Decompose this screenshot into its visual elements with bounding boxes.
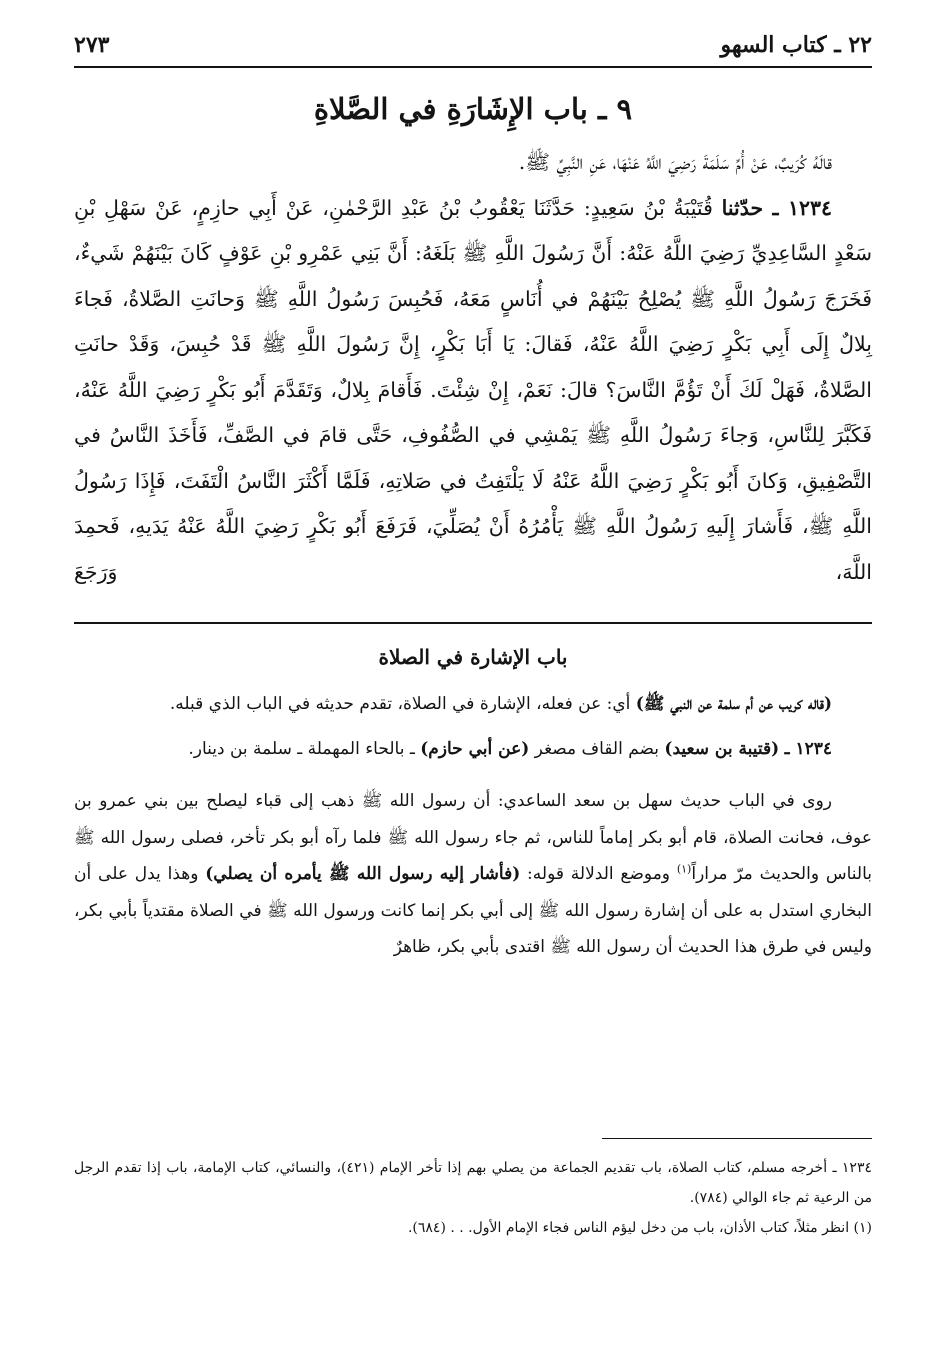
footnotes-block bbox=[74, 1153, 872, 1243]
commentary-text: بضم القاف مصغر bbox=[529, 738, 665, 759]
commentary-title: باب الإشارة في الصلاة bbox=[378, 645, 568, 669]
book-page bbox=[74, 0, 872, 1365]
commentary-text: ـ بالحاء المهملة ـ سلمة بن دينار. bbox=[188, 738, 421, 759]
commentary-text: أي: عن فعله، الإشارة في الصلاة، تقدم حديثه في الباب الذي قبله. bbox=[169, 694, 636, 714]
footnote: (١) انظر مثلاً، كتاب الأذان، باب من دخل ليؤم الناس فجاء الإمام الأول. . . (٦٨٤). bbox=[407, 1220, 872, 1236]
commentary-text: وموضع الدلالة قوله: bbox=[520, 864, 677, 884]
hadith-text: قُتَيْبَةُ بْنُ سَعِيدٍ: حَدَّثَنَا يَعْقُوبُ بْنُ عَبْدِ الرَّحْمٰنِ، عَنْ أَبِي حازِمٍ، عَنْ سَهْلِ بْنِ سَعْدٍ السَّاعِدِيِّ رَضِيَ اللَّهُ عَنْهُ: أَنَّ رَسُولَ اللَّهِ ﷺ بَلَغَهُ: أَنَّ بَنِي عَمْرِو بْنِ عَوْفٍ كَانَ بَيْنَهُمْ شَيءٌ، فَخَرَجَ رَسُولُ اللَّهِ ﷺ يُصْلِحُ بَيْنَهُمْ في أُنَاسٍ مَعَهُ، فَحُبِسَ رَسُولُ اللَّهِ ﷺ وَحانَتِ الصَّلاةُ، فَجاءَ بِلالٌ إِلَى أَبِي بَكْرٍ رَضِيَ اللَّهُ عَنْهُ، فَقالَ: يَا أَبَا بَكْرٍ، إِنَّ رَسُولَ اللَّهِ ﷺ قَدْ حُبِسَ، وَقَدْ حانَتِ الصَّلاةُ، فَهَلْ لَكَ أَنْ تَؤُمَّ النَّاسَ؟ قالَ: نَعَمْ، إِنْ شِئْتَ. فَأَقامَ بِلالٌ، وَتَقَدَّمَ أَبُو بَكْرٍ رَضِيَ اللَّهُ عَنْهُ، فَكَبَّرَ لِلنَّاسِ، وَجاءَ رَسُولُ اللَّهِ ﷺ يَمْشِي في الصُّفُوفِ، حَتَّى قامَ في الصَّفِّ، فَأَخَذَ النَّاسُ في التَّصْفِيقِ، وَكانَ أَبُو بَكْرٍ رَضِيَ اللَّهُ عَنْهُ لَا يَلْتَفِتُ في صَلاتِهِ، فَلَمَّا أَكْثَرَ النَّاسُ الْتَفَتَ، فَإِذَا رَسُولُ اللَّهِ ﷺ، فَأَشارَ إِلَيهِ رَسُولُ اللَّهِ ﷺ يَأْمُرُهُ أَنْ يُصَلِّيَ، فَرَفَعَ أَبُو بَكْرٍ رَضِيَ اللَّهُ عَنْهُ يَدَيهِ، فَحمِدَ اللَّهَ، وَرَجَعَ bbox=[74, 195, 872, 584]
hadith-text-block bbox=[74, 140, 872, 595]
text-commentary-divider bbox=[74, 622, 872, 624]
page-number: ٢٧٣ bbox=[74, 32, 110, 58]
commentary-paragraph bbox=[74, 686, 872, 723]
footnote: ١٢٣٤ ـ أخرجه مسلم، كتاب الصلاة، باب تقديم الجماعة من يصلي بهم إذا تأخر الإمام (٤٢١)، والنسائي، كتاب الإمامة، باب إذا تقدم الرجل من الرعية ثم جاء الوالي (٧٨٤). bbox=[74, 1160, 872, 1206]
commentary-block bbox=[74, 686, 872, 974]
commentary-paragraph bbox=[74, 731, 872, 768]
hadith-number: ١٢٣٤ ـ حدّثنا bbox=[721, 195, 832, 220]
footnote-marker: (١) bbox=[676, 862, 692, 876]
commentary-quote: (قاله كريب عن أم سلمة عن النبي ﷺ) bbox=[635, 694, 832, 714]
hadith-body bbox=[74, 186, 872, 596]
commentary-text: روى في الباب حديث سهل بن سعد الساعدي: أن رسول الله ﷺ ذهب إلى قباء ليصلح بين بني عمرو بن عوف، فحانت الصلاة، قام أبو بكر إماماً للناس، ثم جاء رسول الله ﷺ فلما رآه أبو بكر تأخر، فصلى رسول الله ﷺ بالناس والحديث مرّ مراراً bbox=[74, 791, 872, 884]
commentary-hadith-number: ١٢٣٤ ـ bbox=[784, 738, 832, 759]
commentary-quote: (فأشار إليه رسول الله ﷺ يأمره أن يصلي) bbox=[205, 864, 521, 884]
hadith-intro: قالَهُ كُرَيبٌ، عَنْ أُمِّ سَلَمَةَ رَضِيَ اللَّهُ عَنْهَا، عَنِ النَّبِيِّ ﷺ. bbox=[518, 150, 832, 174]
chapter-heading: ٢٢ ـ كتاب السهو bbox=[720, 32, 872, 58]
running-header bbox=[74, 30, 872, 68]
commentary-paragraph bbox=[74, 783, 872, 966]
commentary-quote: (قتيبة بن سعيد) bbox=[664, 738, 780, 759]
chapter-title: ٩ ـ باب الإِشَارَةِ في الصَّلاةِ bbox=[313, 92, 633, 126]
footnote-divider bbox=[602, 1138, 872, 1139]
commentary-text: وهذا يدل على أن البخاري استدل به على أن إشارة رسول الله ﷺ إلى أبي بكر إنما كانت ورسول الله ﷺ في الصلاة مقتدياً بأبي بكر، وليس في طرق هذا الحديث أن رسول الله ﷺ اقتدى بأبي بكر، ظاهرٌ bbox=[74, 864, 872, 957]
commentary-quote: (عن أبي حازم) bbox=[420, 738, 530, 759]
